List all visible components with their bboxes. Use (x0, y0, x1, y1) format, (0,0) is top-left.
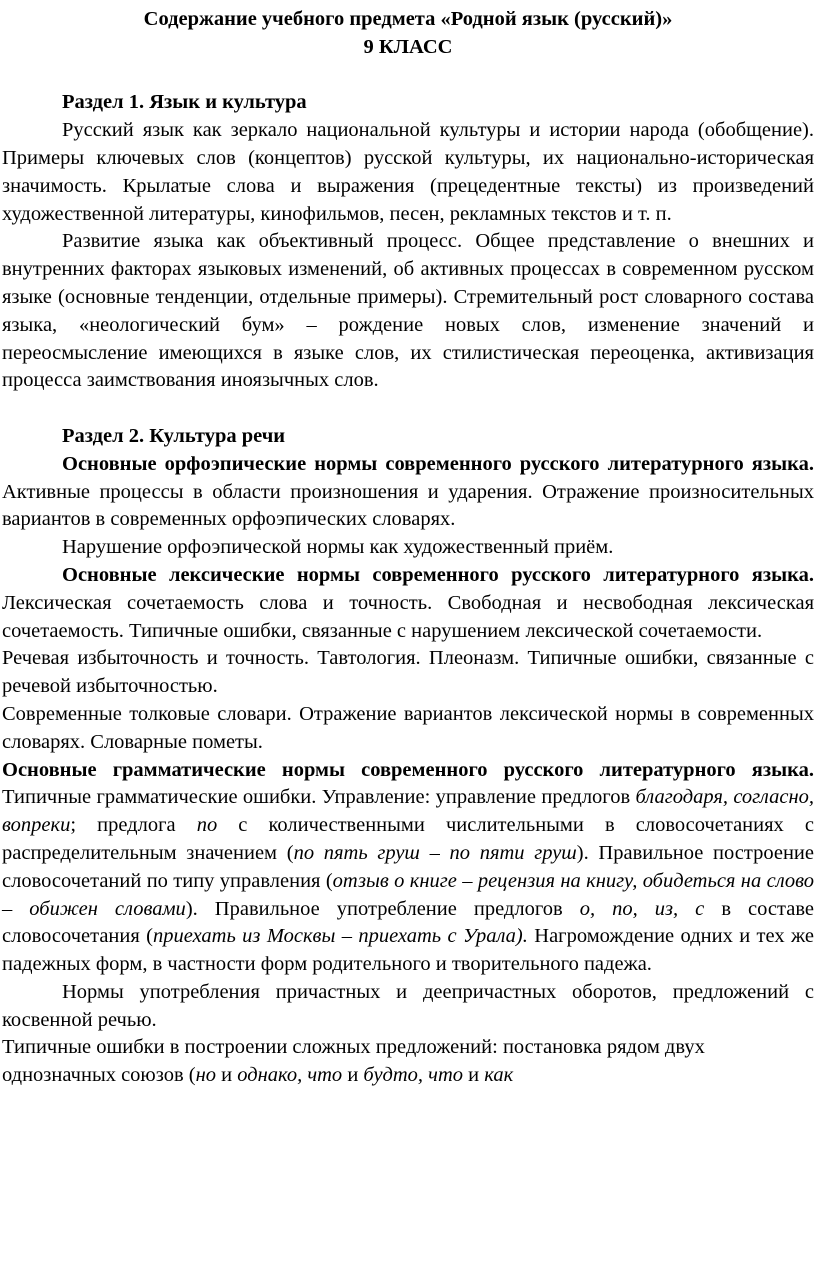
section-1-heading: Раздел 1. Язык и культура (62, 91, 307, 114)
example-text: благодаря, согласно, вопреки (2, 786, 814, 837)
paragraph-text: с количественными числительными в словосочетаниях с распределительным значением ( (2, 814, 814, 864)
example-text: по пять груш – по пяти груш (293, 841, 577, 864)
lexical-norms-title: Основные лексические нормы современного русского литературного языка. (62, 563, 814, 586)
section-1-paragraph: Развитие языка как объективный процесс. Общее представление о внешних и внутренних факторах языковых изменений, об активных процессах в современном русском языке (основные тенденции, отдельные примеры). Стремительный рост словарного состава языка, «неологический бум» – рождение новых слов, изменение значений и переосмысление имеющихся в языке слов, их стилистическая переоценка, активизация процесса заимствования иноязычных слов. (2, 230, 814, 392)
orthoepic-violation-paragraph: Нарушение орфоэпической нормы как художественный приём. (62, 536, 614, 559)
spacer (2, 62, 814, 90)
dictionaries-paragraph: Современные толковые словари. Отражение вариантов лексической нормы в современных словарях. Словарные пометы. (2, 702, 814, 753)
lexical-norms-paragraph (2, 562, 814, 645)
paragraph-text: и (342, 1064, 364, 1087)
section-1-paragraph: Русский язык как зеркало национальной культуры и истории народа (обобщение). Примеры ключевых слов (концептов) русской культуры, их национально-историческая значимость. Крылатые слова и выражения (прецедентные тексты) из произведений художественной литературы, кинофильмов, песен, рекламных текстов и т. п. (2, 119, 814, 225)
paragraph-text: Активные процессы в области произношения и ударения. Отражение произносительных вариантов в современных орфоэпических словарях. (2, 480, 814, 531)
paragraph-text: ). Правильное построение словосочетаний по типу управления ( (2, 841, 814, 892)
example-text: отзыв о книге – рецензия на книгу, обидеться на слово – обижен словами (2, 869, 815, 920)
redundancy-paragraph: Речевая избыточность и точность. Тавтология. Плеоназм. Типичные ошибки, связанные с речевой избыточностью. (2, 647, 814, 698)
section-2-heading: Раздел 2. Культура речи (62, 424, 286, 447)
paragraph-text: Нагромождение одних и тех же падежных форм, в частности форм родительного и творительного падежа. (2, 925, 814, 976)
paragraph-text: и (216, 1064, 238, 1087)
example-text: но (195, 1064, 217, 1087)
paragraph-text: ). Правильное употребление предлогов (185, 897, 580, 920)
paragraph-text: Типичные грамматические ошибки. Управление: управление предлогов (2, 786, 636, 809)
complex-sentences-paragraph (2, 1034, 814, 1090)
document-title: Содержание учебного предмета «Родной язык (русский)» (143, 8, 673, 30)
participles-paragraph: Нормы употребления причастных и деепричастных оборотов, предложений с косвенной речью. (2, 980, 814, 1031)
spacer (2, 395, 814, 423)
example-text: о, по, из, с (579, 897, 705, 920)
paragraph-text: в составе словосочетания ( (2, 897, 814, 948)
paragraph-text: Типичные ошибки в построении сложных предложений: постановка рядом двух однозначных союзов ( (2, 1036, 705, 1087)
paragraph-text: и (463, 1064, 485, 1087)
example-text: будто, что (363, 1064, 464, 1087)
example-text: однако, что (237, 1064, 343, 1087)
example-text: как (484, 1064, 514, 1087)
paragraph-text: Лексическая сочетаемость слова и точность. Свободная и несвободная лексическая сочетаемость. Типичные ошибки, связанные с нарушением лексической сочетаемости. (2, 591, 814, 642)
orthoepic-norms-paragraph (2, 451, 814, 534)
grammatical-norms-paragraph (2, 757, 814, 979)
paragraph-text: ; предлога (70, 814, 197, 837)
example-text: приехать из Москвы – приехать с Урала). (153, 925, 528, 948)
grammatical-norms-title: Основные грамматические нормы современного русского литературного языка. (2, 758, 814, 781)
grade-title: 9 КЛАСС (363, 35, 453, 58)
example-text: по (196, 814, 218, 837)
orthoepic-norms-title: Основные орфоэпические нормы современного русского литературного языка. (62, 452, 814, 475)
